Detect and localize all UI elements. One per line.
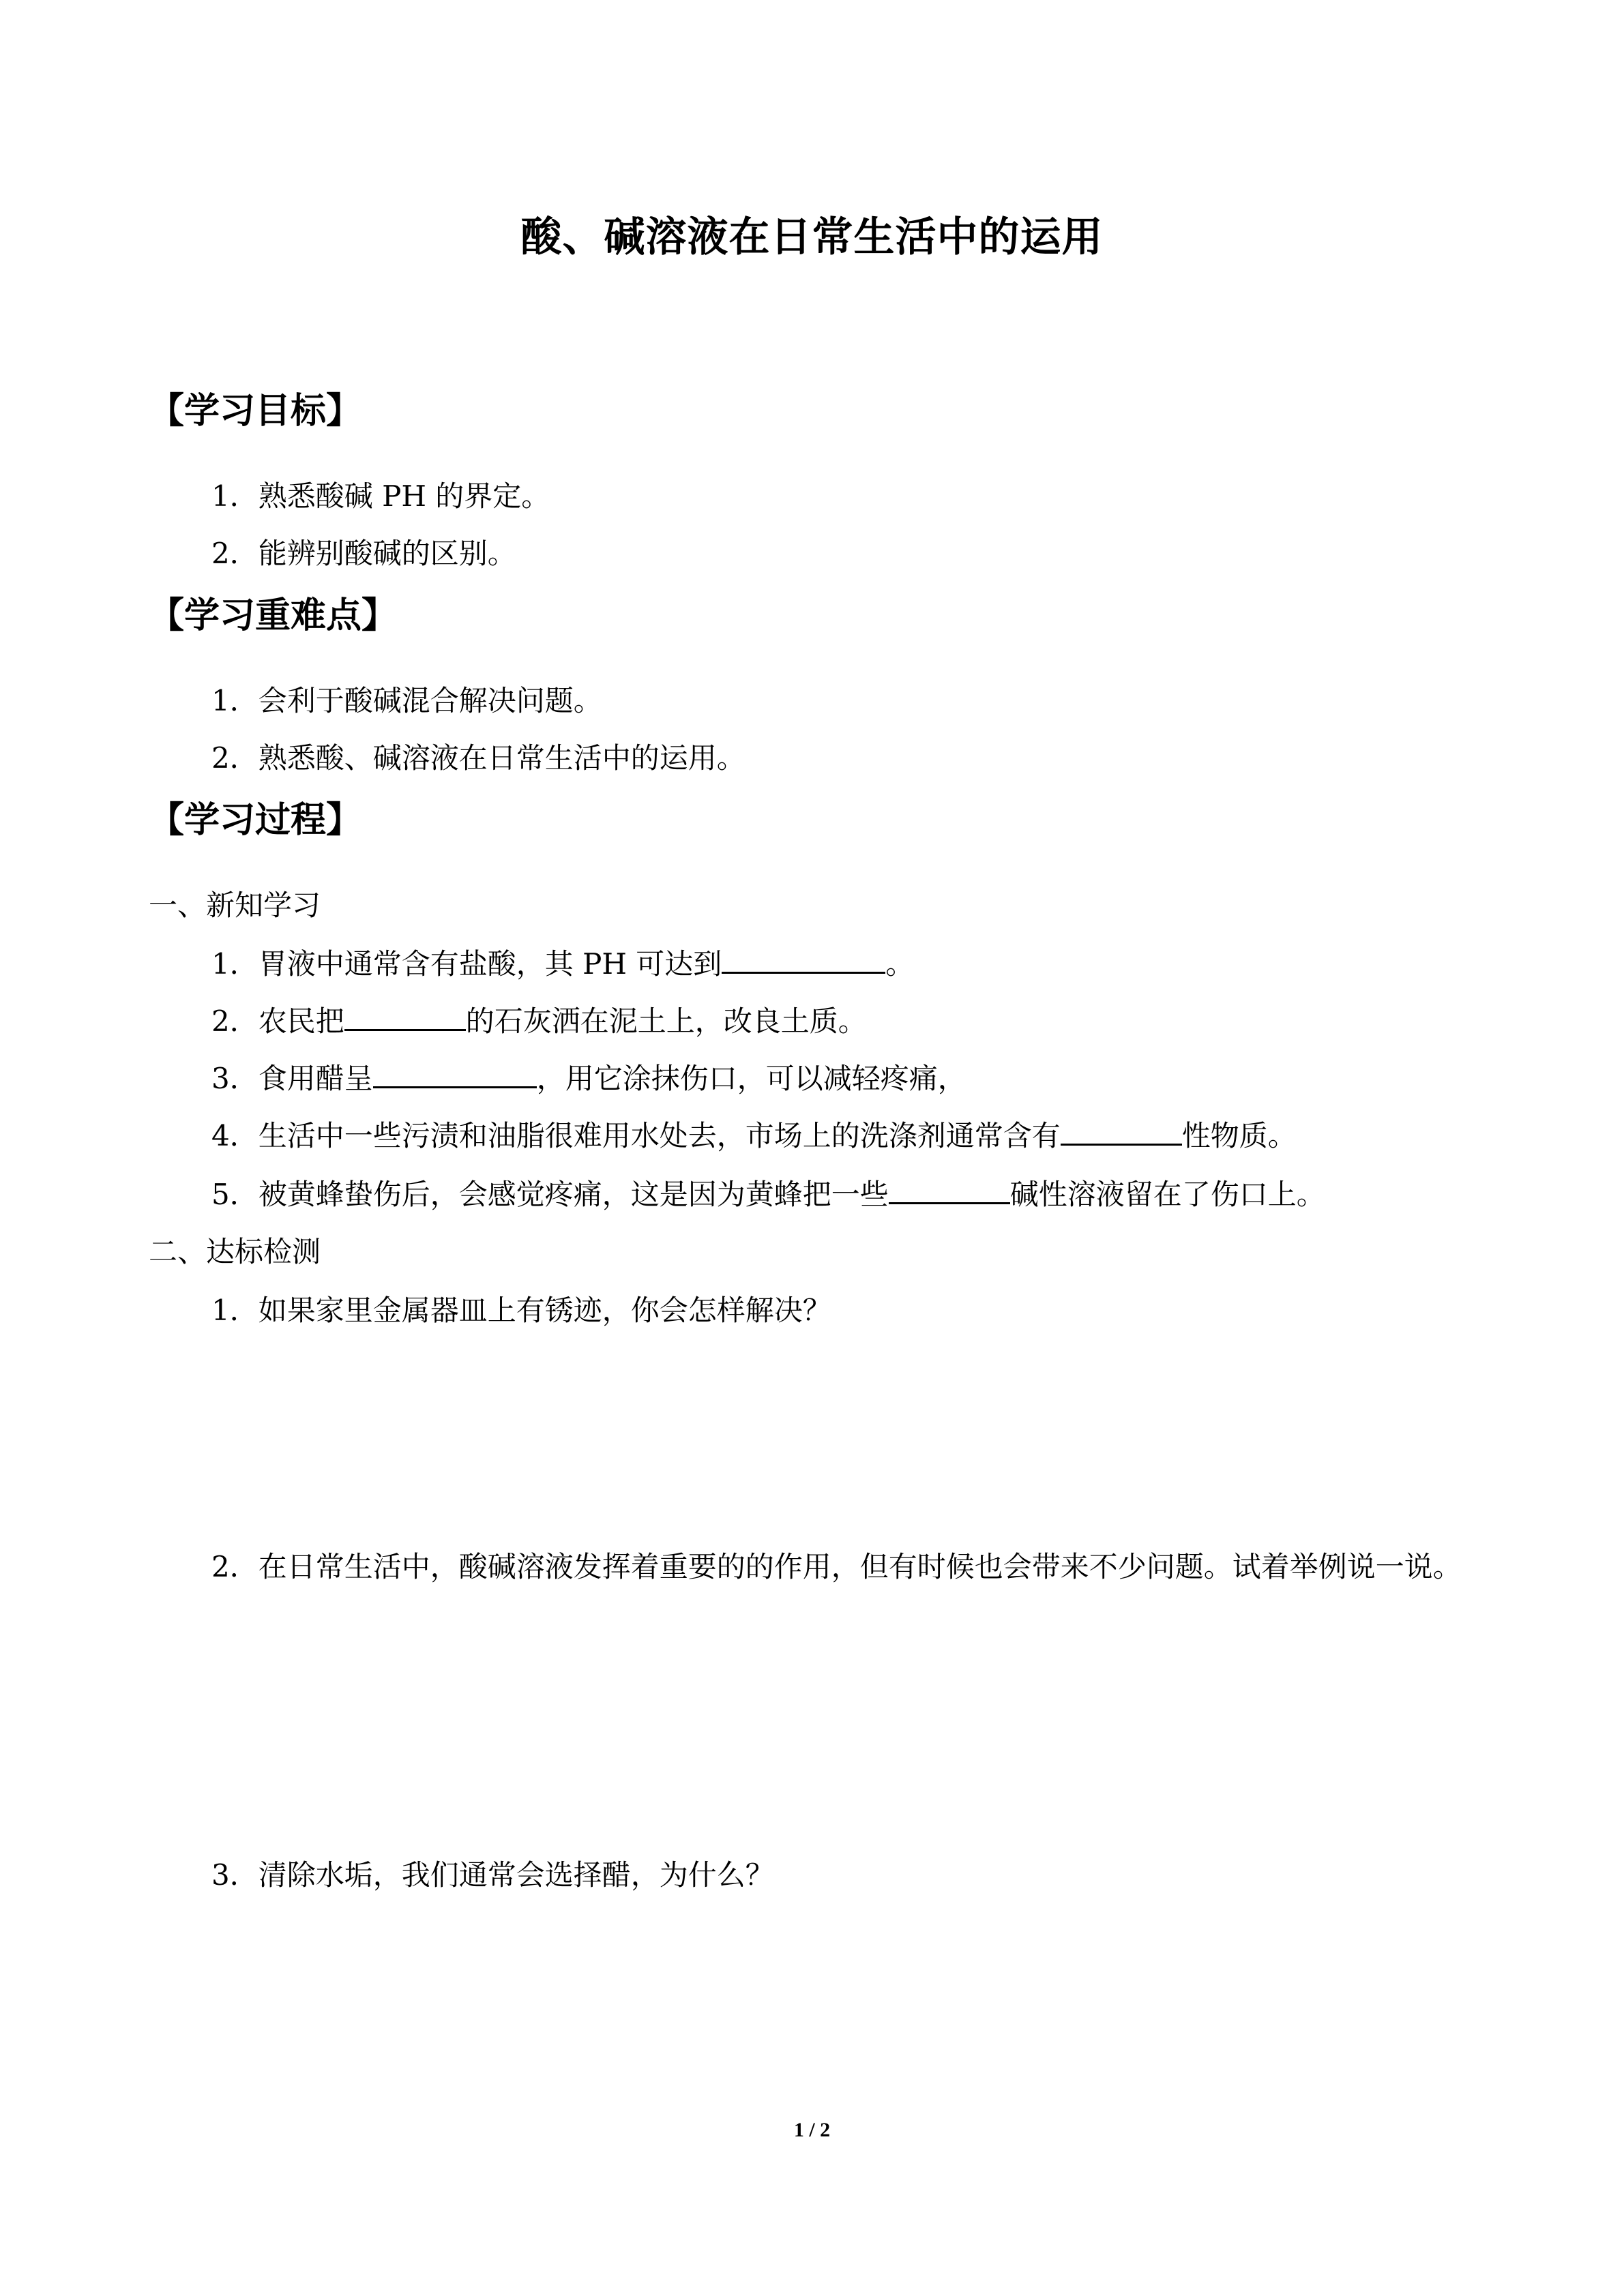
objective-item-2: 2．能辨别酸碱的区别。	[211, 537, 516, 570]
page-number: 1 / 2	[793, 2119, 831, 2141]
question-text: 3．食用醋呈	[211, 1062, 373, 1095]
fill-question-2	[211, 1001, 867, 1042]
question-text: ，用它涂抹伤口，可以减轻疼痛，	[536, 1062, 966, 1095]
question-text: 5．被黄蜂蛰伤后，会感觉疼痛，这是因为黄蜂把一些	[211, 1178, 889, 1211]
part2-title: 二、达标检测	[149, 1235, 321, 1268]
answer-blank	[344, 1002, 466, 1031]
check-question-3: 3．清除水垢，我们通常会选择醋，为什么？	[211, 1858, 774, 1892]
question-text: 。	[885, 947, 915, 981]
heading-keypoints: 【学习重难点】	[149, 595, 398, 636]
question-text: 碱性溶液留在了伤口上。	[1009, 1178, 1325, 1211]
check-question-2: 2．在日常生活中，酸碱溶液发挥着重要的的作用，但有时候也会带来不少问题。试着举例说一说。	[211, 1550, 1462, 1583]
answer-blank	[889, 1175, 1010, 1204]
question-text: 的石灰洒在泥土上，改良土质。	[465, 1004, 867, 1038]
answer-blank	[373, 1059, 537, 1088]
objective-item-1: 1．熟悉酸碱 PH 的界定。	[211, 479, 550, 513]
question-text: 4．生活中一些污渍和油脂很难用水处去，市场上的洗涤剂通常含有	[211, 1119, 1061, 1152]
check-question-1: 1．如果家里金属器皿上有锈迹，你会怎样解决？	[211, 1294, 831, 1327]
answer-blank	[1061, 1116, 1182, 1146]
question-text: 2．农民把	[211, 1004, 344, 1038]
keypoint-item-2: 2．熟悉酸、碱溶液在日常生活中的运用。	[211, 741, 745, 775]
question-text: 性物质。	[1181, 1119, 1297, 1152]
fill-question-5	[211, 1174, 1325, 1215]
answer-blank	[722, 944, 885, 974]
fill-question-3	[211, 1058, 966, 1099]
heading-objectives: 【学习目标】	[149, 391, 362, 432]
question-text: 1．胃液中通常含有盐酸，其 PH 可达到	[211, 947, 722, 981]
heading-process: 【学习过程】	[149, 800, 362, 841]
fill-question-1	[211, 944, 914, 985]
document-title: 酸、碱溶液在日常生活中的运用	[520, 213, 1104, 261]
fill-question-4	[211, 1116, 1297, 1157]
keypoint-item-1: 1．会利于酸碱混合解决问题。	[211, 684, 602, 717]
part1-title: 一、新知学习	[149, 889, 321, 922]
